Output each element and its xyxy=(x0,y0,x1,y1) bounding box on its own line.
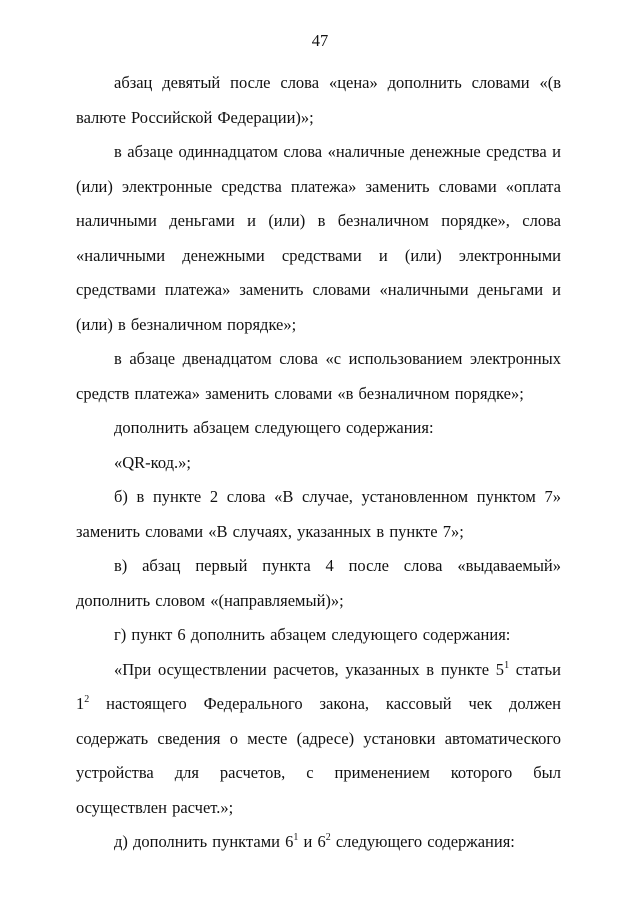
last-text-1: д) дополнить пунктами 6 xyxy=(114,832,294,851)
quote-text-3: настоящего Федерального закона, кассовый чек должен содержать сведения о месте (адресе) установки автоматического устройства для расчетов, с применением которого был осуществлен расчет.»; xyxy=(76,694,561,817)
paragraph-2: в абзаце одиннадцатом слова «наличные денежные средства и (или) электронные средства платежа» заменить словами «оплата наличными деньгами и (или) в безналичном порядке», слова «наличными денежными средствами и (или) электронными средствами платежа» заменить словами «наличными деньгами и (или) в безналичном порядке»; xyxy=(76,142,561,334)
paragraph-8: г) пункт 6 дополнить абзацем следующего содержания: xyxy=(114,625,511,644)
quote-superscript-2: 2 xyxy=(84,694,90,705)
paragraph-3: в абзаце двенадцатом слова «с использованием электронных средств платежа» заменить словами «в безналичном порядке»; xyxy=(76,349,561,403)
page-number: 47 xyxy=(311,31,329,50)
paragraph-6: б) в пункте 2 слова «В случае, установленном пунктом 7» заменить словами «В случаях, указанных в пункте 7»; xyxy=(76,487,561,541)
quote-paragraph xyxy=(76,653,561,826)
document-body xyxy=(76,66,561,860)
last-superscript-1: 1 xyxy=(293,832,299,843)
last-paragraph xyxy=(76,825,561,860)
last-text-3: следующего содержания: xyxy=(330,832,515,851)
quote-superscript-1: 1 xyxy=(504,659,510,671)
last-text-2: и 6 xyxy=(298,832,326,851)
last-superscript-2: 2 xyxy=(325,832,331,843)
paragraph-5: «QR-код.»; xyxy=(114,452,191,472)
paragraph-7: в) абзац первый пункта 4 после слова «выдаваемый» дополнить словом «(направляемый)»; xyxy=(76,556,561,610)
quote-text-1: «При осуществлении расчетов, указанных в пункте 5 xyxy=(114,659,505,679)
quote-text-2: статьи 1 xyxy=(76,659,561,713)
paragraph-4: дополнить абзацем следующего содержания: xyxy=(114,418,434,437)
paragraph-1: абзац девятый после слова «цена» дополнить словами «(в валюте Российской Федерации)»; xyxy=(76,73,561,127)
